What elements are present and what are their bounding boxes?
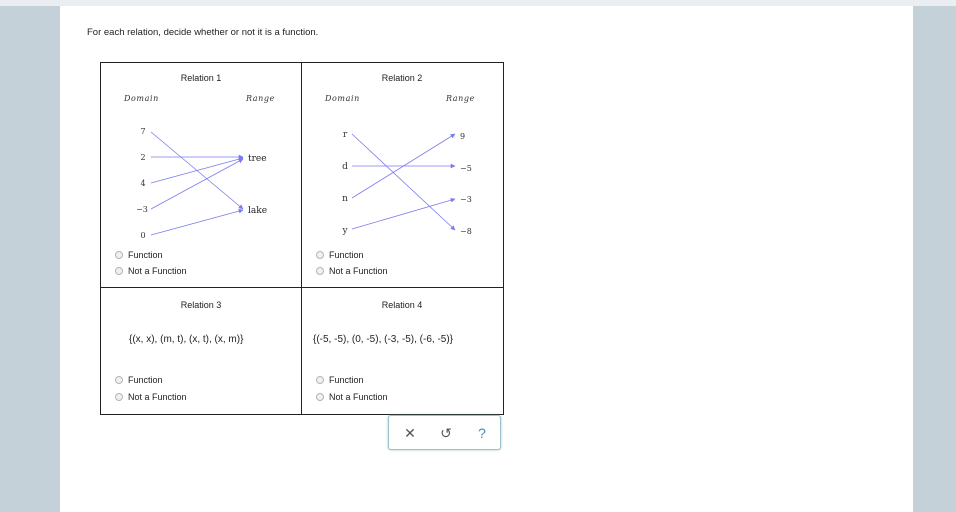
clear-button[interactable] xyxy=(401,424,419,442)
relation-1-domain-label: Domain xyxy=(124,94,159,103)
relation-1-not-function-option[interactable] xyxy=(115,265,187,277)
option-label: Function xyxy=(128,250,163,260)
relation-1-domain-value: 4 xyxy=(140,179,146,188)
radio-button[interactable] xyxy=(316,376,324,384)
relation-2-domain-value: n xyxy=(342,194,348,204)
radio-button[interactable] xyxy=(316,267,324,275)
relation-1-domain-value: 2 xyxy=(140,153,146,162)
relation-2-domain-label: Domain xyxy=(325,94,360,103)
option-label: Function xyxy=(128,375,163,385)
relation-2-range-value: −8 xyxy=(460,227,472,236)
radio-button[interactable] xyxy=(115,393,123,401)
relation-3-not-function-option[interactable] xyxy=(115,391,187,403)
relation-4-title: Relation 4 xyxy=(381,300,423,310)
relation-2-mapping-diagram xyxy=(302,121,503,251)
relation-4-function-option[interactable] xyxy=(316,374,364,386)
option-label: Function xyxy=(329,250,364,260)
relation-2-range-value: 9 xyxy=(460,132,466,141)
option-label: Not a Function xyxy=(128,266,187,276)
relation-1-domain-value: −3 xyxy=(136,205,148,214)
relation-2-cell xyxy=(302,63,503,287)
option-label: Not a Function xyxy=(329,392,388,402)
relation-2-domain-value: y xyxy=(342,226,348,236)
relation-4-not-function-option[interactable] xyxy=(316,391,388,403)
undo-icon: ↺ xyxy=(440,424,452,441)
relation-1-cell xyxy=(101,63,301,287)
relation-1-arrow xyxy=(151,159,243,209)
relation-2-range-value: −5 xyxy=(460,164,472,173)
relation-1-range-value: lake xyxy=(248,206,268,216)
relation-1-domain-value: 7 xyxy=(140,127,146,136)
relation-4-cell xyxy=(302,288,503,414)
radio-button[interactable] xyxy=(115,376,123,384)
relation-3-function-option[interactable] xyxy=(115,374,163,386)
relation-2-title: Relation 2 xyxy=(381,73,423,83)
relation-2-not-function-option[interactable] xyxy=(316,265,388,277)
option-label: Not a Function xyxy=(128,392,187,402)
relation-1-mapping-diagram xyxy=(101,121,301,251)
instructions: For each relation, decide whether or not it is a function. xyxy=(87,27,319,38)
answer-toolbar xyxy=(388,415,501,450)
option-label: Function xyxy=(329,375,364,385)
question-panel xyxy=(60,6,913,512)
relation-3-cell xyxy=(101,288,301,414)
relation-2-arrow xyxy=(352,134,455,230)
relation-3-set: {(x, x), (m, t), (x, t), (x, m)} xyxy=(129,334,244,345)
close-icon: ✕ xyxy=(404,424,416,441)
relation-2-domain-value: r xyxy=(342,130,348,140)
help-icon: ? xyxy=(478,425,486,441)
help-button[interactable] xyxy=(473,424,491,442)
relation-1-arrow xyxy=(151,210,243,235)
relation-1-range-label: Range xyxy=(246,94,275,103)
relation-4-set: {(-5, -5), (0, -5), (-3, -5), (-6, -5)} xyxy=(313,334,454,345)
relation-2-arrow xyxy=(352,199,455,229)
relation-3-title: Relation 3 xyxy=(180,300,222,310)
undo-button[interactable] xyxy=(437,424,455,442)
relation-2-domain-value: d xyxy=(342,162,348,172)
relation-2-range-label: Range xyxy=(446,94,475,103)
radio-button[interactable] xyxy=(115,251,123,259)
radio-button[interactable] xyxy=(316,393,324,401)
relations-grid xyxy=(100,62,504,415)
option-label: Not a Function xyxy=(329,266,388,276)
relation-2-range-value: −3 xyxy=(460,195,472,204)
relation-2-function-option[interactable] xyxy=(316,249,364,261)
relation-1-range-value: tree xyxy=(248,154,267,164)
relation-1-domain-value: 0 xyxy=(140,231,146,240)
relation-1-arrow xyxy=(151,158,243,183)
relation-1-function-option[interactable] xyxy=(115,249,163,261)
radio-button[interactable] xyxy=(115,267,123,275)
radio-button[interactable] xyxy=(316,251,324,259)
relation-1-title: Relation 1 xyxy=(180,73,222,83)
